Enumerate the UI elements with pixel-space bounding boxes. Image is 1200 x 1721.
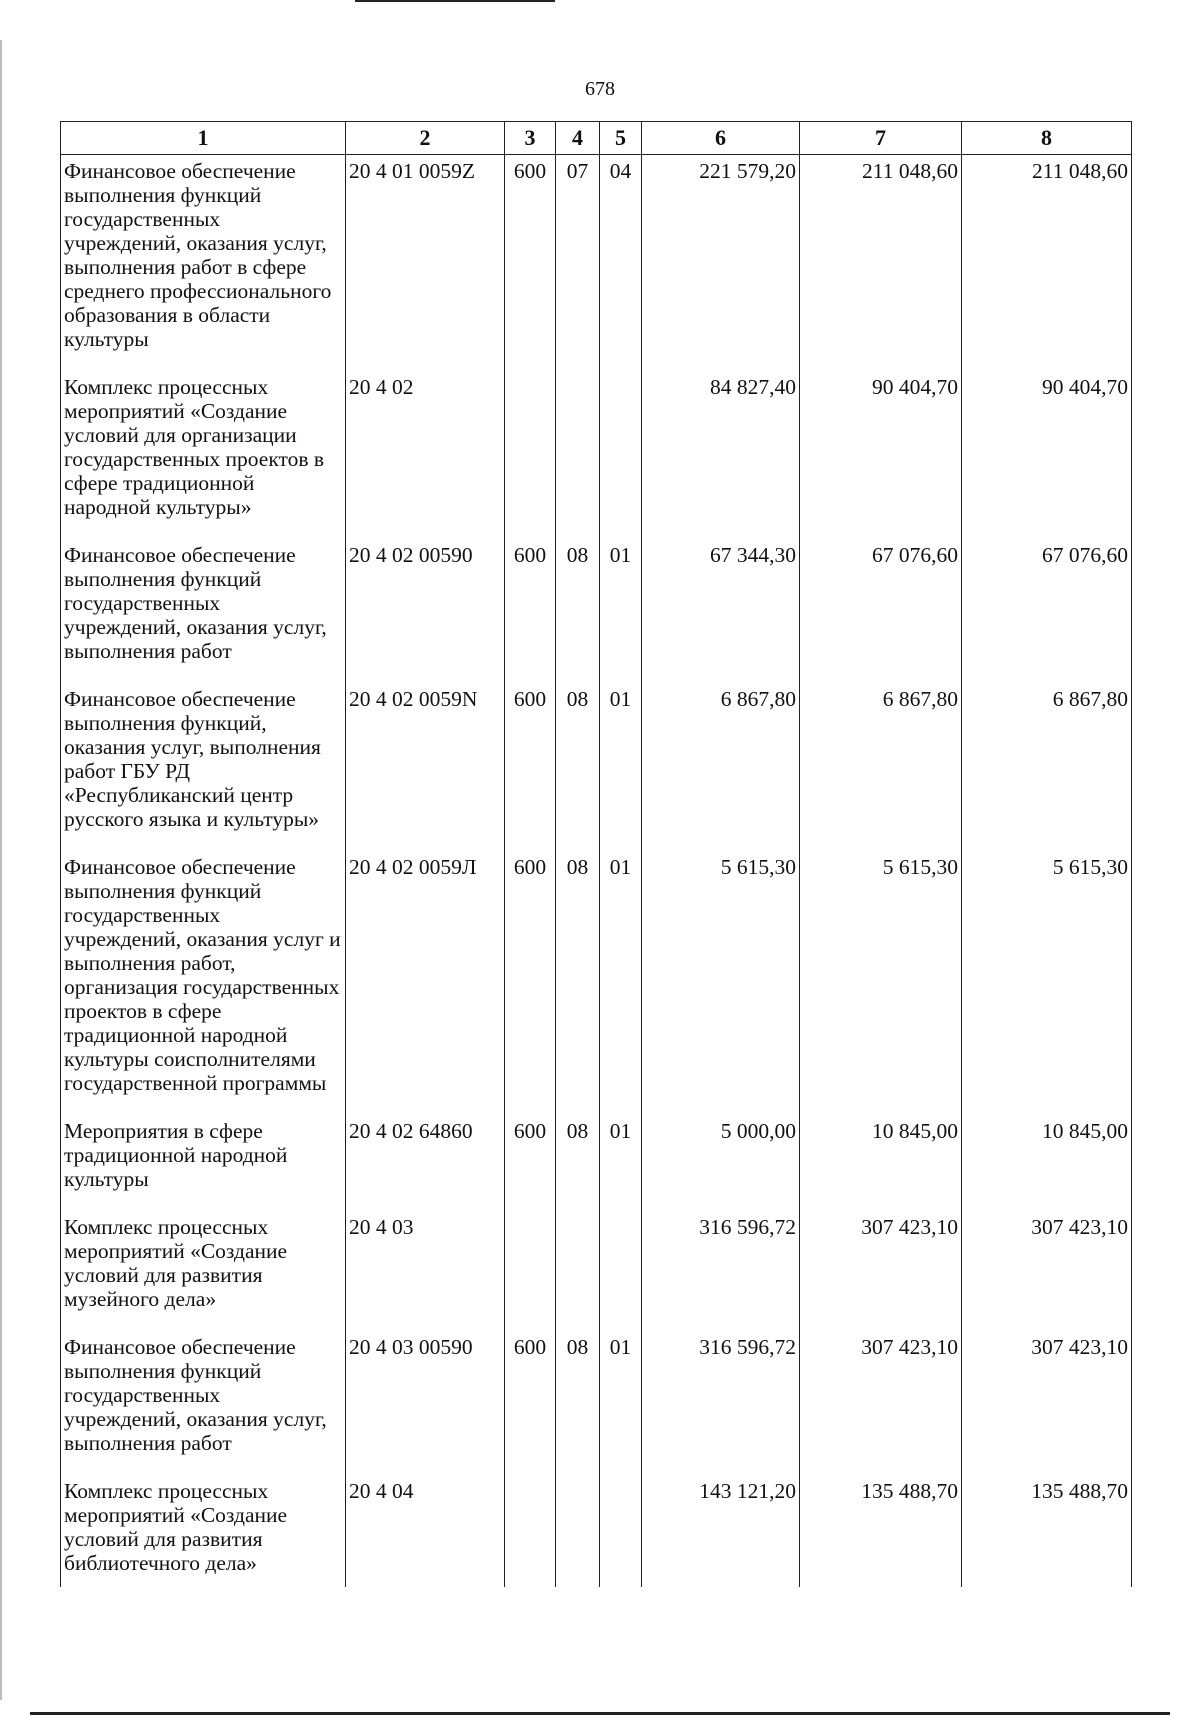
row-value-6: 67 344,30 [642,539,800,683]
table-row [61,851,1132,1115]
row-name: Финансовое обеспечение выполнения функций государственных учреждений, оказания услуг, выполнения работ [61,539,346,683]
row-col3: 600 [505,683,556,851]
row-value-8: 307 423,10 [962,1211,1132,1331]
row-code: 20 4 02 [346,371,505,539]
row-col5: 01 [600,851,642,1115]
row-value-6: 316 596,72 [642,1331,800,1475]
budget-table [60,121,1132,1587]
page-number: 678 [585,78,615,100]
row-value-8: 90 404,70 [962,371,1132,539]
row-value-8: 211 048,60 [962,155,1132,372]
row-code: 20 4 02 64860 [346,1115,505,1211]
row-col4: 08 [556,1115,600,1211]
row-col4: 08 [556,539,600,683]
row-name: Мероприятия в сфере традиционной народной культуры [61,1115,346,1211]
row-col5: 01 [600,539,642,683]
row-value-6: 316 596,72 [642,1211,800,1331]
row-col4: 07 [556,155,600,372]
scan-artifact-bottom [30,1712,1170,1715]
row-value-7: 67 076,60 [800,539,962,683]
table-row [61,1115,1132,1211]
row-col5: 01 [600,1331,642,1475]
row-value-8: 307 423,10 [962,1331,1132,1475]
row-col3: 600 [505,155,556,372]
table-row [61,371,1132,539]
row-col4 [556,1211,600,1331]
column-header: 6 [642,122,800,155]
table-row [61,539,1132,683]
row-col5: 04 [600,155,642,372]
row-code: 20 4 04 [346,1475,505,1587]
row-name: Финансовое обеспечение выполнения функций, оказания услуг, выполнения работ ГБУ РД «Республиканский центр русского языка и культуры» [61,683,346,851]
row-col3: 600 [505,1115,556,1211]
scan-artifact-left-edge [0,40,2,1700]
column-header: 4 [556,122,600,155]
row-col3 [505,1475,556,1587]
row-col4 [556,371,600,539]
row-value-8: 5 615,30 [962,851,1132,1115]
table-row [61,155,1132,372]
row-code: 20 4 01 0059Z [346,155,505,372]
table-row [61,683,1132,851]
row-value-7: 90 404,70 [800,371,962,539]
row-col3: 600 [505,539,556,683]
table-row [61,1211,1132,1331]
row-value-6: 143 121,20 [642,1475,800,1587]
column-header: 8 [962,122,1132,155]
row-value-8: 135 488,70 [962,1475,1132,1587]
row-col3: 600 [505,851,556,1115]
row-value-7: 135 488,70 [800,1475,962,1587]
row-col4: 08 [556,683,600,851]
row-code: 20 4 03 [346,1211,505,1331]
row-col5 [600,1211,642,1331]
row-name: Комплекс процессных мероприятий «Создание условий для развития библиотечного дела» [61,1475,346,1587]
table-row [61,1331,1132,1475]
row-value-7: 211 048,60 [800,155,962,372]
row-name: Комплекс процессных мероприятий «Создание условий для развития музейного дела» [61,1211,346,1331]
column-header: 1 [61,122,346,155]
row-value-7: 307 423,10 [800,1331,962,1475]
column-header: 5 [600,122,642,155]
row-col4: 08 [556,851,600,1115]
row-col4 [556,1475,600,1587]
row-name: Финансовое обеспечение выполнения функций государственных учреждений, оказания услуг и выполнения работ, организация государственных проектов в сфере традиционной народной культуры соисполнителями государственной программы [61,851,346,1115]
row-value-6: 84 827,40 [642,371,800,539]
row-code: 20 4 03 00590 [346,1331,505,1475]
row-value-8: 10 845,00 [962,1115,1132,1211]
row-col4: 08 [556,1331,600,1475]
row-code: 20 4 02 0059N [346,683,505,851]
header-row [61,122,1132,155]
column-header: 3 [505,122,556,155]
column-header: 2 [346,122,505,155]
row-value-6: 5 615,30 [642,851,800,1115]
row-value-8: 67 076,60 [962,539,1132,683]
row-col5 [600,371,642,539]
row-col5: 01 [600,1115,642,1211]
row-col5: 01 [600,683,642,851]
row-value-6: 5 000,00 [642,1115,800,1211]
column-header: 7 [800,122,962,155]
row-value-7: 5 615,30 [800,851,962,1115]
row-name: Финансовое обеспечение выполнения функций государственных учреждений, оказания услуг, выполнения работ в сфере среднего профессионального образования в области культуры [61,155,346,372]
row-value-6: 221 579,20 [642,155,800,372]
row-code: 20 4 02 0059Л [346,851,505,1115]
row-value-7: 307 423,10 [800,1211,962,1331]
row-code: 20 4 02 00590 [346,539,505,683]
scan-artifact-top [355,0,555,2]
row-col3 [505,371,556,539]
row-value-7: 6 867,80 [800,683,962,851]
row-col5 [600,1475,642,1587]
row-name: Финансовое обеспечение выполнения функций государственных учреждений, оказания услуг, выполнения работ [61,1331,346,1475]
row-col3 [505,1211,556,1331]
row-col3: 600 [505,1331,556,1475]
table-row [61,1475,1132,1587]
row-value-6: 6 867,80 [642,683,800,851]
row-name: Комплекс процессных мероприятий «Создание условий для организации государственных проектов в сфере традиционной народной культуры» [61,371,346,539]
row-value-7: 10 845,00 [800,1115,962,1211]
row-value-8: 6 867,80 [962,683,1132,851]
